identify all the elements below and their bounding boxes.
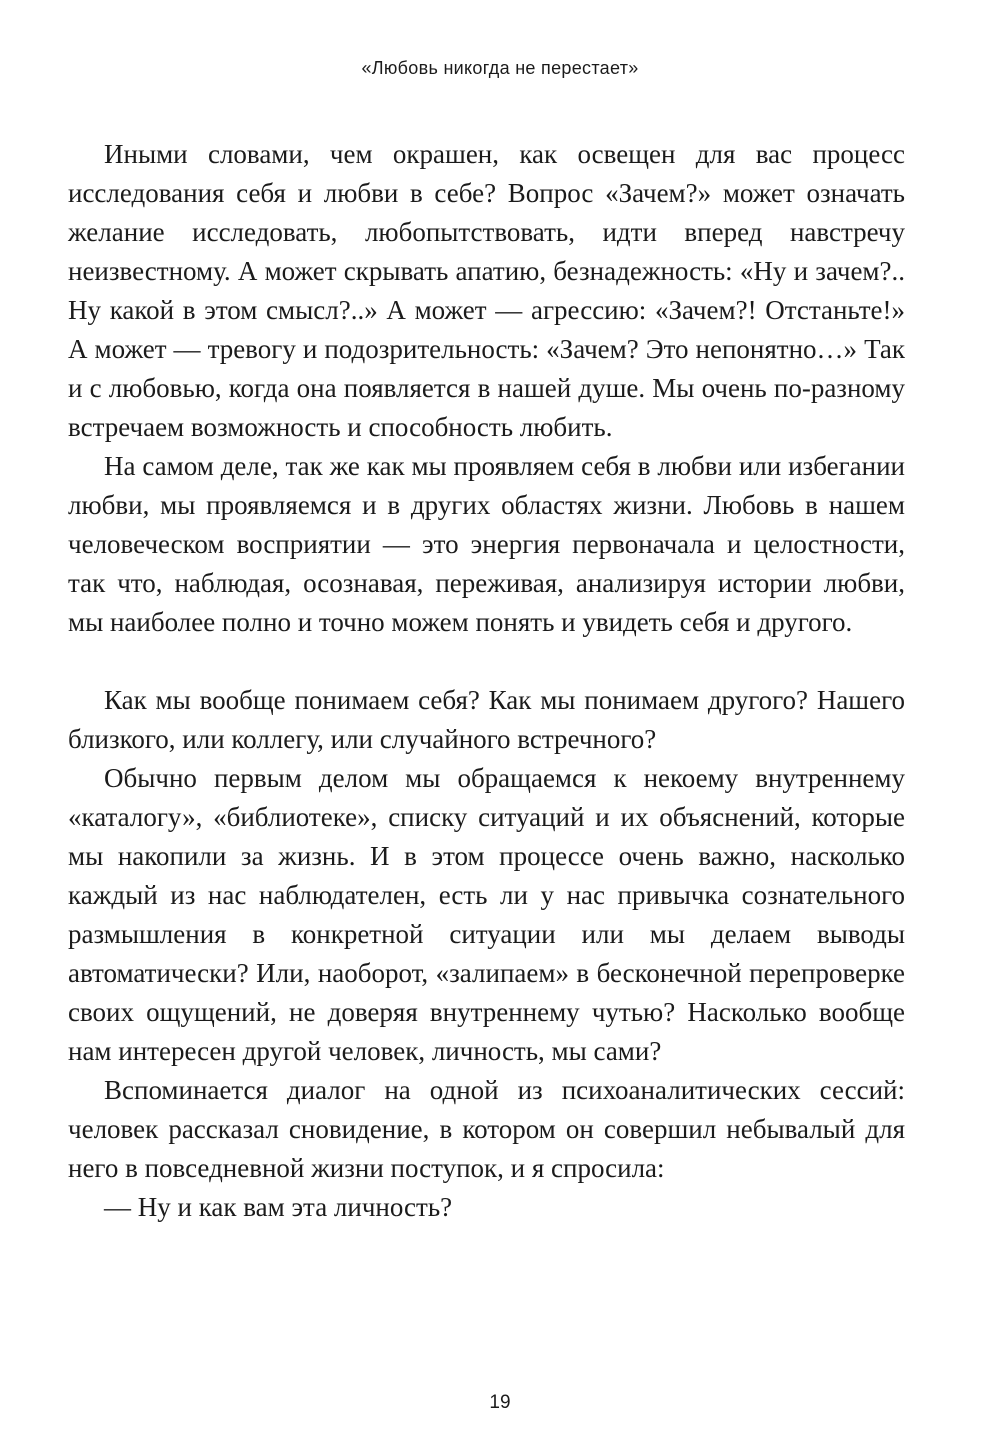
paragraph: На самом деле, так же как мы проявляем себя в любви или избегании любви, мы проявляемся и в других областях жизни. Любовь в нашем человеческом восприятии — это энергия первоначала и целостности, так что, наблюдая, осознавая, переживая, анализируя истории любви, мы наиболее полно и точно можем понять и увидеть себя и другого. bbox=[68, 451, 905, 637]
body-text bbox=[68, 135, 905, 1227]
paragraph: — Ну и как вам эта личность? bbox=[104, 1192, 453, 1222]
paragraph: Иными словами, чем окрашен, как освещен для вас процесс исследования себя и любви в себе? Вопрос «Зачем?» может означать желание исследовать, любопытствовать, идти вперед навстречу неизвестному. А может скрывать апатию, безнадежность: «Ну и зачем?.. Ну какой в этом смысл?..» А может — агрессию: «Зачем?! Отстаньте!» А может — тревогу и подозрительность: «Зачем? Это непонятно…» Так и с любовью, когда она появляется в нашей душе. Мы очень по-разному встречаем возможность и способность любить. bbox=[68, 139, 905, 442]
running-header: «Любовь никогда не перестает» bbox=[361, 58, 639, 78]
page-number: 19 bbox=[489, 1392, 511, 1413]
paragraph: Обычно первым делом мы обращаемся к некоему внутреннему «каталогу», «библиотеке», списку ситуаций и их объяснений, которые мы накопили за жизнь. И в этом процессе очень важно, насколько каждый из нас наблюдателен, есть ли у нас привычка сознательного размышления в конкретной ситуации или мы делаем выводы автоматически? Или, наоборот, «залипаем» в бесконечной перепроверке своих ощущений, не доверяя внутреннему чутью? Насколько вообще нам интересен другой человек, личность, мы сами? bbox=[68, 763, 905, 1066]
paragraph: Как мы вообще понимаем себя? Как мы понимаем другого? Нашего близкого, или коллегу, или случайного встречного? bbox=[68, 685, 905, 754]
paragraph: Вспоминается диалог на одной из психоаналитических сессий: человек рассказал сновидение, в котором он совершил небывалый для него в повседневной жизни поступок, и я спросила: bbox=[68, 1075, 905, 1183]
